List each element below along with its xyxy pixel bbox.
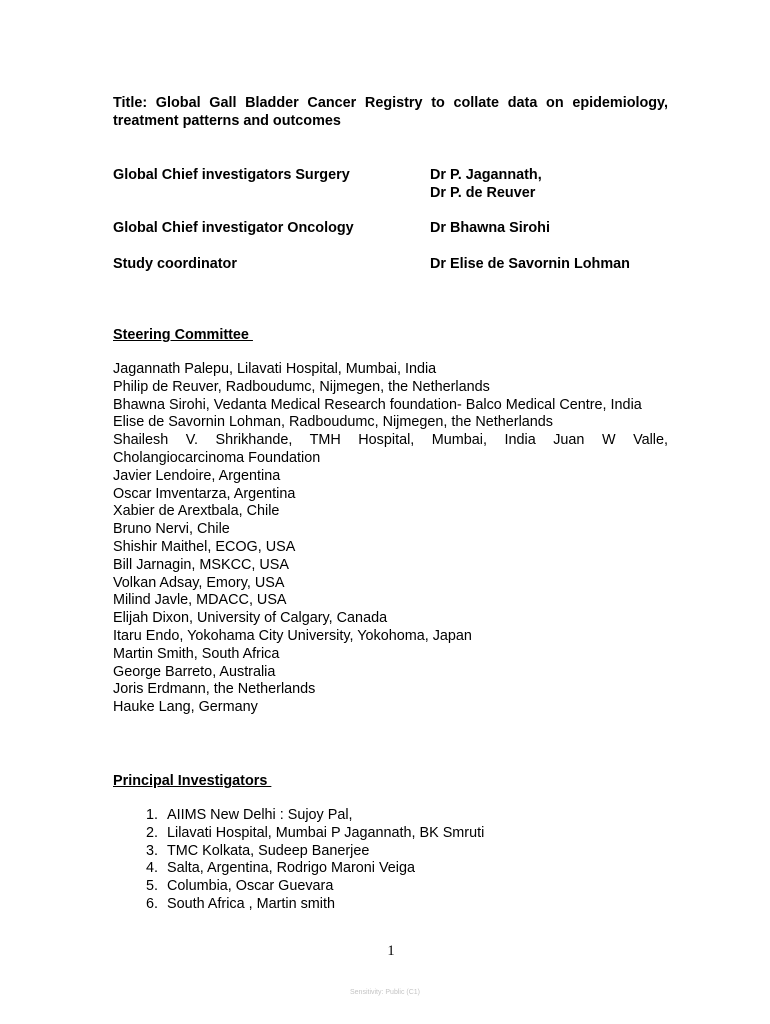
steering-committee-member: Bhawna Sirohi, Vedanta Medical Research foundation- Balco Medical Centre, India xyxy=(113,396,642,413)
role-label-surgery: Global Chief investigators Surgery xyxy=(113,167,350,183)
steering-committee-list xyxy=(113,361,668,717)
principal-investigator-item xyxy=(113,878,668,896)
role-label-oncology: Global Chief investigator Oncology xyxy=(113,220,354,236)
role-value-coordinator: Dr Elise de Savornin Lohman xyxy=(430,256,630,272)
principal-investigator-item xyxy=(113,807,668,825)
steering-committee-member: Bruno Nervi, Chile xyxy=(113,521,230,538)
steering-committee-member: Elijah Dixon, University of Calgary, Canada xyxy=(113,610,388,627)
list-item-text: Salta, Argentina, Rodrigo Maroni Veiga xyxy=(167,860,415,877)
role-value-oncology: Dr Bhawna Sirohi xyxy=(430,220,550,236)
principal-investigator-item xyxy=(113,825,668,843)
principal-investigators-list xyxy=(113,807,668,914)
steering-committee-member: Shishir Maithel, ECOG, USA xyxy=(113,538,296,555)
steering-committee-member: George Barreto, Australia xyxy=(113,663,276,680)
document-title: Title: Global Gall Bladder Cancer Registry to collate data on epidemiology, treatment patterns and outcomes xyxy=(113,95,668,129)
list-item-text: TMC Kolkata, Sudeep Banerjee xyxy=(167,842,370,859)
list-item-text: Lilavati Hospital, Mumbai P Jagannath, BK Smruti xyxy=(167,824,485,841)
page-number: 1 xyxy=(387,943,395,959)
steering-committee-member: Joris Erdmann, the Netherlands xyxy=(113,681,316,698)
list-number: 4. xyxy=(145,860,158,877)
role-value-surgery-line-2: Dr P. de Reuver xyxy=(430,185,536,201)
list-number: 6. xyxy=(145,895,158,912)
steering-committee-member: Xabier de Arextbala, Chile xyxy=(113,503,280,520)
list-number: 5. xyxy=(145,878,158,895)
steering-committee-member: Jagannath Palepu, Lilavati Hospital, Mumbai, India xyxy=(113,361,437,377)
principal-investigators-heading: Principal Investigators xyxy=(113,773,272,789)
list-item-text: South Africa , Martin smith xyxy=(167,895,335,912)
steering-committee-member: Hauke Lang, Germany xyxy=(113,699,258,716)
role-value-surgery-line-1: Dr P. Jagannath, xyxy=(430,167,542,183)
steering-committee-member: Milind Javle, MDACC, USA xyxy=(113,592,287,609)
steering-committee-member: Philip de Reuver, Radboudumc, Nijmegen, the Netherlands xyxy=(113,378,490,395)
steering-committee-member: Volkan Adsay, Emory, USA xyxy=(113,574,285,591)
steering-committee-heading: Steering Committee xyxy=(113,327,253,343)
steering-committee-member: Itaru Endo, Yokohama City University, Yokohoma, Japan xyxy=(113,627,472,644)
steering-committee-member: Oscar Imventarza, Argentina xyxy=(113,485,296,502)
steering-committee-member: Shailesh V. Shrikhande, TMH Hospital, Mumbai, India Juan W Valle, Cholangiocarcinoma Foundation xyxy=(113,432,668,466)
principal-investigator-item xyxy=(113,896,668,914)
list-item-text: Columbia, Oscar Guevara xyxy=(167,878,334,895)
list-number: 2. xyxy=(145,824,158,841)
principal-investigator-item xyxy=(113,860,668,878)
list-item-text: AIIMS New Delhi : Sujoy Pal, xyxy=(167,807,353,823)
role-label-coordinator: Study coordinator xyxy=(113,256,237,272)
list-number: 1. xyxy=(145,807,158,823)
steering-committee-member: Elise de Savornin Lohman, Radboudumc, Nijmegen, the Netherlands xyxy=(113,414,553,431)
steering-committee-member: Javier Lendoire, Argentina xyxy=(113,467,281,484)
principal-investigator-item xyxy=(113,843,668,861)
list-number: 3. xyxy=(145,842,158,859)
steering-committee-member: Martin Smith, South Africa xyxy=(113,645,280,662)
steering-committee-member: Bill Jarnagin, MSKCC, USA xyxy=(113,556,289,573)
sensitivity-label: Sensitivity: Public (C1) xyxy=(349,989,421,996)
